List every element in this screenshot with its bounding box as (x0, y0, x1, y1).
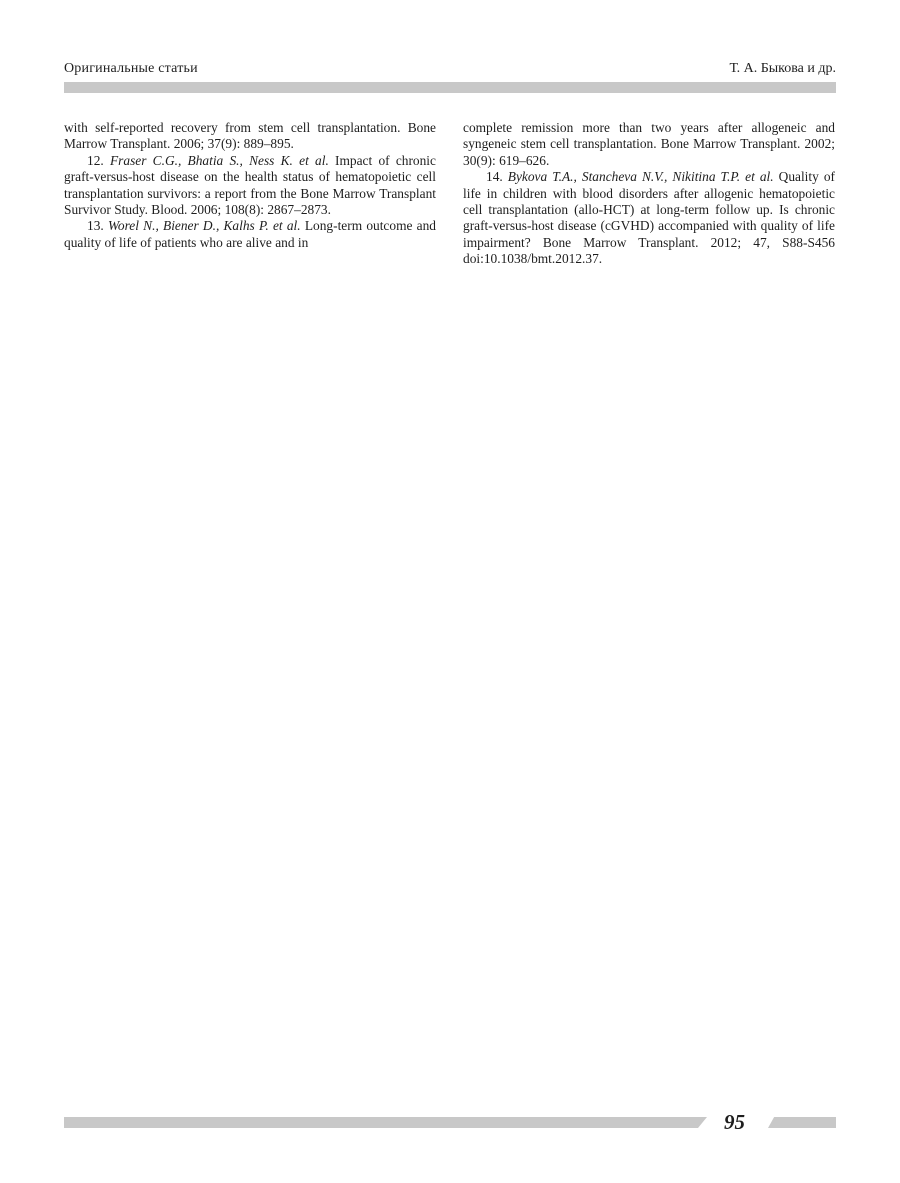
reference-number: 13. (87, 218, 104, 234)
reference-text: Quality of life in children with blood disorders after allogenic hematopoietic cell transplantation (allo-HCT) at long-term follow up. Is chronic graft-versus-host disease (cGVHD) accompanied with quality of life impairment? Bone Marrow Transplant. 2012; 47, S88-S456 doi:10.1038/bmt.2012.37. (463, 169, 835, 267)
reference-continuation: complete remission more than two years after allogeneic and syngeneic stem cell transplantation. Bone Marrow Transplant. 2002; 30(9): 619–626. (463, 120, 835, 168)
references-right-column (463, 120, 835, 268)
reference-text: Long-term outcome and quality of life of patients who are alive and in (64, 218, 436, 250)
reference-14 (463, 169, 835, 267)
running-authors: Т. А. Быкова и др. (729, 61, 836, 76)
reference-authors: Worel N., Biener D., Kalhs P. et al. (107, 218, 301, 234)
reference-number: 14. (486, 169, 503, 185)
section-title: Оригинальные статьи (64, 61, 198, 76)
footer-rule-right (768, 1117, 836, 1128)
footer-rule-left (64, 1117, 707, 1128)
reference-13 (64, 218, 436, 251)
reference-12 (64, 153, 436, 219)
reference-continuation: with self-reported recovery from stem cell transplantation. Bone Marrow Transplant. 2006; 37(9): 889–895. (64, 120, 436, 152)
reference-number: 12. (87, 152, 104, 168)
references-left-column (64, 120, 436, 251)
reference-authors: Fraser C.G., Bhatia S., Ness K. et al. (109, 152, 329, 168)
reference-text: Impact of chronic graft-versus-host disease on the health status of hematopoietic cell transplantation survivors: a report from the Bone Marrow Transplant Survivor Study. Blood. 2006; 108(8): 2867–2873. (64, 152, 436, 218)
page-number: 95 (724, 1110, 745, 1134)
reference-authors: Bykova T.A., Stancheva N.V., Nikitina T.P. et al. (507, 169, 774, 185)
header-rule (64, 82, 836, 93)
